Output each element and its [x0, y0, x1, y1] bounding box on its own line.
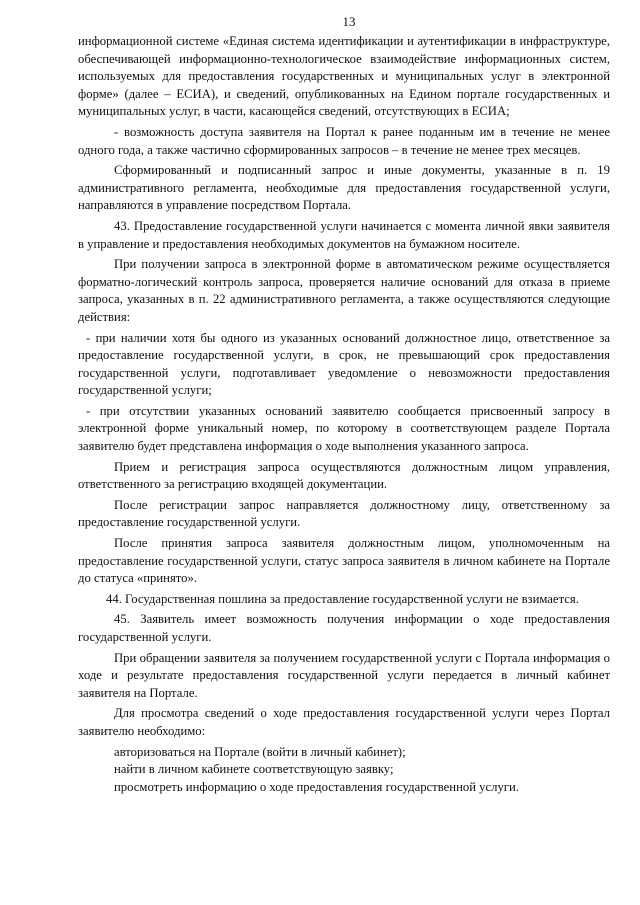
- paragraph-section-43: 43. Предоставление государственной услуги начинается с момента личной явки заявителя в управление и предоставления необходимых документов на бумажном носителе.: [78, 218, 610, 251]
- list-item-authorize: авторизоваться на Портале (войти в личный кабинет);: [114, 744, 406, 759]
- list-item-find-request: найти в личном кабинете соответствующую заявку;: [114, 762, 394, 777]
- paragraph-status-accepted: После принятия запроса заявителя должностным лицом, уполномоченным на предоставление государственной услуги, статус запроса заявителя в личном кабинете на Портале до статуса «принято».: [78, 536, 610, 586]
- paragraph-grounds-absent: - при отсутствии указанных оснований заявителю сообщается присвоенный запросу в электронной форме уникальный номер, по которому в соответствующем разделе Портала заявителю будет представлена информация о ходе выполнения указанного запроса.: [78, 403, 610, 454]
- list-item-view-information: просмотреть информацию о ходе предоставления государственной услуги.: [114, 779, 519, 794]
- paragraph-after-registration: После регистрации запрос направляется должностному лицу, ответственному за предоставление государственной услуги.: [78, 497, 610, 530]
- paragraph-submitted-request: Сформированный и подписанный запрос и иные документы, указанные в п. 19 административного регламента, необходимые для предоставления государственной услуги, направляются в управление посредством Портала.: [78, 163, 610, 213]
- paragraph-registration: Прием и регистрация запроса осуществляются должностным лицом управления, ответственного за регистрацию входящей документации.: [78, 459, 610, 492]
- paragraph-electronic-request: При получении запроса в электронной форме в автоматическом режиме осуществляется форматно-логический контроль запроса, проверяется наличие оснований для отказа в приеме запроса, указанных в п. 22 административного регламента, а также осуществляются следующие действия:: [78, 257, 610, 324]
- paragraph-portal-information: При обращении заявителя за получением государственной услуги с Портала информация о ходе и результате предоставления государственной услуги передается в личный кабинет заявителя на Портале.: [78, 650, 610, 700]
- paragraph-section-44: 44. Государственная пошлина за предоставление государственной услуги не взимается.: [106, 591, 579, 606]
- page-number: 13: [342, 14, 356, 29]
- paragraph-section-45: 45. Заявитель имеет возможность получения информации о ходе предоставления государственной услуги.: [78, 612, 610, 644]
- paragraph-grounds-present: - при наличии хотя бы одного из указанных оснований должностное лицо, ответственное за предоставление государственной услуги, в срок, не превышающий срок предоставления государственной услуги, подготавливает уведомление о невозможности предоставления государственной услуги;: [78, 330, 610, 398]
- paragraph-esia-continuation: информационной системе «Единая система идентификации и аутентификации в инфраструктуре, обеспечивающей информационно-технологическое взаимодействие информационных систем, используемых для предоставления государственных и муниципальных услуг в электронной форме» (далее – ЕСИА), и сведений, опубликованных на Едином портале государственных и муниципальных услуг, в части, касающейся сведений, отсутствующих в ЕСИА;: [78, 34, 610, 119]
- paragraph-view-progress: Для просмотра сведений о ходе предоставления государственной услуги через Портал заявителю необходимо:: [78, 706, 610, 738]
- paragraph-portal-access: - возможность доступа заявителя на Портал к ранее поданным им в течение не менее одного года, а также частично сформированных запросов – в течение не менее трех месяцев.: [78, 124, 610, 157]
